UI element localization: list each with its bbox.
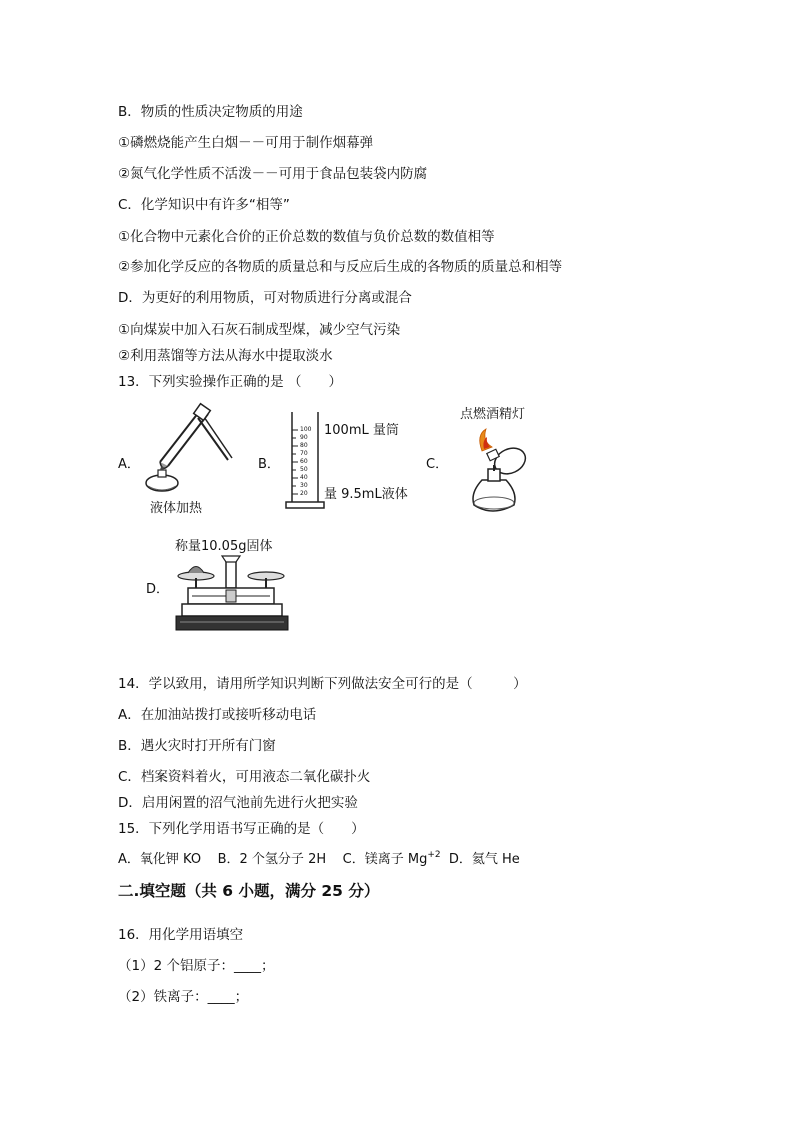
q13-option-a-caption: 液体加热 xyxy=(150,501,203,516)
q14-option-d: D．启用闲置的沼气池前先进行火把实验 xyxy=(118,795,358,811)
q16-stem: 16．用化学用语填空 xyxy=(118,927,244,943)
cylinder-tick-label: 40 xyxy=(300,474,308,481)
cylinder-tick-label: 80 xyxy=(300,442,308,449)
q13-option-d-label: D． xyxy=(146,582,170,597)
c-item-1: ①化合物中元素化合价的正价总数的数值与负价总数的数值相等 xyxy=(118,229,495,245)
q16-part-1: （1）2 个铝原子：____； xyxy=(118,958,275,974)
q15-option-c-charge: +2 xyxy=(427,850,441,860)
b-item-1: ①磷燃烧能产生白烟－－可用于制作烟幕弹 xyxy=(118,135,374,151)
d-title: D．为更好的利用物质，可对物质进行分离或混合 xyxy=(118,290,412,306)
q14-stem: 14．学以致用，请用所学知识判断下列做法安全可行的是（ ） xyxy=(118,676,527,692)
balance-figure xyxy=(174,552,290,634)
d-item-1: ①向煤炭中加入石灰石制成型煤，减少空气污染 xyxy=(118,322,401,338)
cylinder-tick-label: 50 xyxy=(300,466,308,473)
cylinder-tick-label: 100 xyxy=(300,426,312,433)
alcohol-lamp-lighting-figure xyxy=(452,425,542,520)
b-item-2: ②氮气化学性质不活泼－－可用于食品包装袋内防腐 xyxy=(118,166,428,182)
q13-option-b-caption-top: 100mL 量筒 xyxy=(324,423,399,438)
q15-options xyxy=(118,846,520,869)
q14-option-c: C．档案资料着火，可用液态二氧化碳扑火 xyxy=(118,769,371,785)
section-2-title: 二.填空题（共 6 小题，满分 25 分） xyxy=(118,882,380,900)
cylinder-tick-label: 20 xyxy=(300,490,308,497)
test-tube-heating-icon xyxy=(140,400,240,500)
cylinder-tick-label: 60 xyxy=(300,458,308,465)
c-title: C．化学知识中有许多“相等” xyxy=(118,197,290,213)
q15-stem: 15．下列化学用语书写正确的是（ ） xyxy=(118,821,365,837)
q15-option-b: B．2 个氢分子 2H xyxy=(217,852,327,867)
q13-option-b-caption-bottom: 量 9.5mL液体 xyxy=(324,487,408,502)
q14-option-a: A．在加油站拨打或接听移动电话 xyxy=(118,707,317,723)
b-title: B．物质的性质决定物质的用途 xyxy=(118,104,303,120)
q13-option-b-label: B． xyxy=(258,457,280,472)
test-tube-heating-figure xyxy=(140,400,240,500)
q15-option-c: C．镁离子 Mg xyxy=(342,852,428,867)
q15-option-a: A．氧化钾 KO xyxy=(118,852,202,867)
q15-option-d: D．氦气 He xyxy=(448,852,520,867)
q13-option-d-caption: 称量10.05g固体 xyxy=(175,539,273,554)
q14-option-b: B．遇火灾时打开所有门窗 xyxy=(118,738,276,754)
cylinder-tick-label: 30 xyxy=(300,482,308,489)
q13-option-c-caption: 点燃酒精灯 xyxy=(460,407,526,422)
alcohol-lamp-lighting-icon xyxy=(452,425,542,520)
cylinder-tick-label: 70 xyxy=(300,450,308,457)
graduated-cylinder-figure xyxy=(284,410,328,510)
q13-stem: 13．下列实验操作正确的是 （ ） xyxy=(118,374,342,390)
q13-option-a-label: A． xyxy=(118,457,140,472)
q16-part-2: （2）铁离子：____； xyxy=(118,989,249,1005)
balance-icon xyxy=(174,552,290,634)
d-item-2: ②利用蒸馏等方法从海水中提取淡水 xyxy=(118,348,333,364)
q13-option-c-label: C． xyxy=(426,457,449,472)
cylinder-tick-label: 90 xyxy=(300,434,308,441)
c-item-2: ②参加化学反应的各物质的质量总和与反应后生成的各物质的质量总和相等 xyxy=(118,259,563,275)
